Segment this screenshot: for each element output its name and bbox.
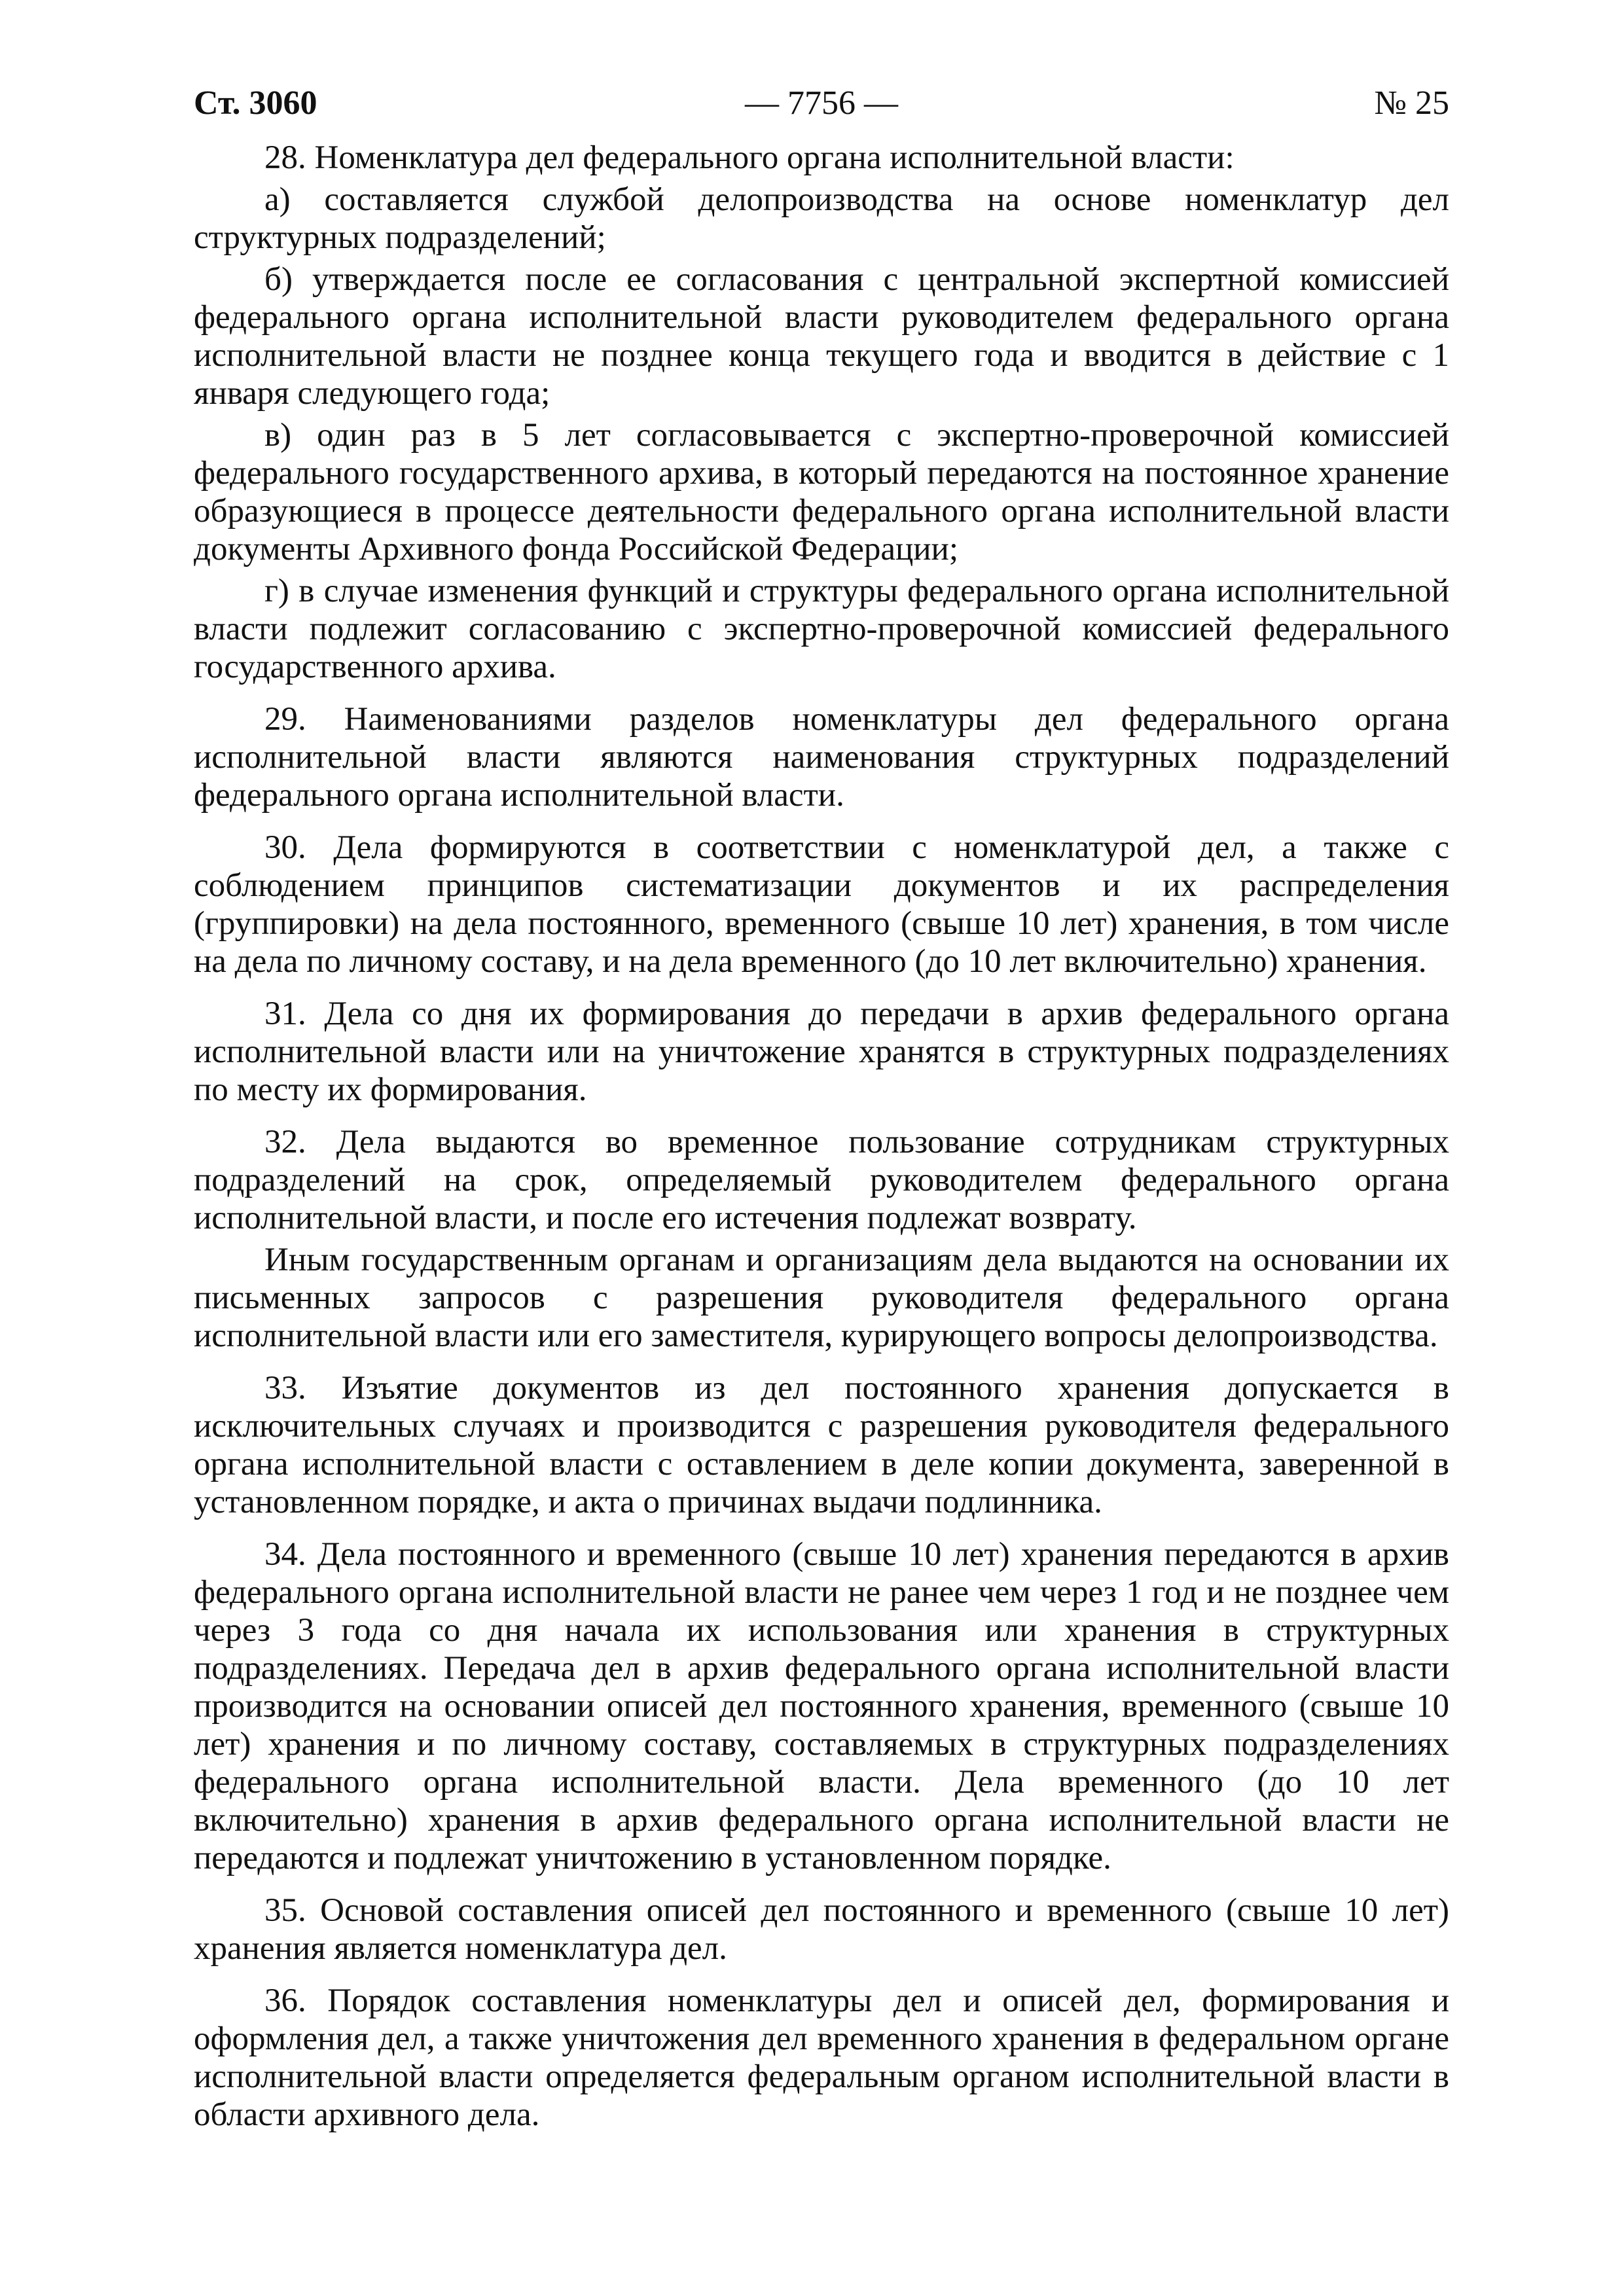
paragraph-35: 35. Основой составления описей дел постоянного и временного (свыше 10 лет) хранения является номенклатура дел. xyxy=(194,1892,1449,1967)
paragraph-33: 33. Изъятие документов из дел постоянного хранения допускается в исключительных случаях и производится с разрешения руководителя федерального органа исполнительной власти с оставлением в деле копии документа, заверенной в установленном порядке, и акта о причинах выдачи подлинника. xyxy=(194,1370,1449,1520)
paragraph-28: 28. Номенклатура дел федерального органа исполнительной власти: xyxy=(264,139,1235,176)
article-number: Ст. 3060 xyxy=(194,84,317,122)
paragraph-28-a: а) составляется службой делопроизводства на основе номенклатур дел структурных подразделений; xyxy=(194,181,1449,256)
paragraph-32-continuation: Иным государственным органам и организациям дела выдаются на основании их письменных запросов с разрешения руководителя федерального органа исполнительной власти или его заместителя, курирующего вопросы делопроизводства. xyxy=(194,1242,1449,1354)
document-page xyxy=(194,77,1449,2134)
issue-number: № 25 xyxy=(1374,84,1449,122)
paragraph-28-g: г) в случае изменения функций и структуры федерального органа исполнительной власти подлежит согласованию с экспертно-проверочной комиссией федерального государственного архива. xyxy=(194,573,1449,685)
running-header xyxy=(194,77,1449,130)
page-number: — 7756 — xyxy=(745,84,898,122)
paragraph-32: 32. Дела выдаются во временное пользование сотрудникам структурных подразделений на срок, определяемый руководителем федерального органа исполнительной власти, и после его истечения подлежат возврату. xyxy=(194,1124,1449,1236)
document-body xyxy=(194,139,1449,2134)
paragraph-31: 31. Дела со дня их формирования до передачи в архив федерального органа исполнительной власти или на уничтожение хранятся в структурных подразделениях по месту их формирования. xyxy=(194,996,1449,1108)
paragraph-34: 34. Дела постоянного и временного (свыше 10 лет) хранения передаются в архив федерального органа исполнительной власти не ранее чем через 1 год и не позднее чем через 3 года со дня начала их использования или хранения в структурных подразделениях. Передача дел в архив федерального органа исполнительной власти производится на основании описей дел постоянного хранения, временного (свыше 10 лет) хранения и по личному составу, составляемых в структурных подразделениях федерального органа исполнительной власти. Дела временного (до 10 лет включительно) хранения в архив федерального органа исполнительной власти не передаются и подлежат уничтожению в установленном порядке. xyxy=(194,1536,1449,1876)
paragraph-28-v: в) один раз в 5 лет согласовывается с экспертно-проверочной комиссией федерального государственного архива, в который передаются на постоянное хранение образующиеся в процессе деятельности федерального органа исполнительной власти документы Архивного фонда Российской Федерации; xyxy=(194,417,1449,567)
paragraph-28-b: б) утверждается после ее согласования с центральной экспертной комиссией федерального органа исполнительной власти руководителем федерального органа исполнительной власти не позднее конца текущего года и вводится в действие с 1 января следующего года; xyxy=(194,261,1449,412)
paragraph-29: 29. Наименованиями разделов номенклатуры дел федерального органа исполнительной власти являются наименования структурных подразделений федерального органа исполнительной власти. xyxy=(194,701,1449,814)
paragraph-30: 30. Дела формируются в соответствии с номенклатурой дел, а также с соблюдением принципов систематизации документов и их распределения (группировки) на дела постоянного, временного (свыше 10 лет) хранения, в том числе на дела по личному составу, и на дела временного (до 10 лет включительно) хранения. xyxy=(194,829,1449,980)
paragraph-36: 36. Порядок составления номенклатуры дел и описей дел, формирования и оформления дел, а также уничтожения дел временного хранения в федеральном органе исполнительной власти определяется федеральным органом исполнительной власти в области архивного дела. xyxy=(194,1982,1449,2133)
